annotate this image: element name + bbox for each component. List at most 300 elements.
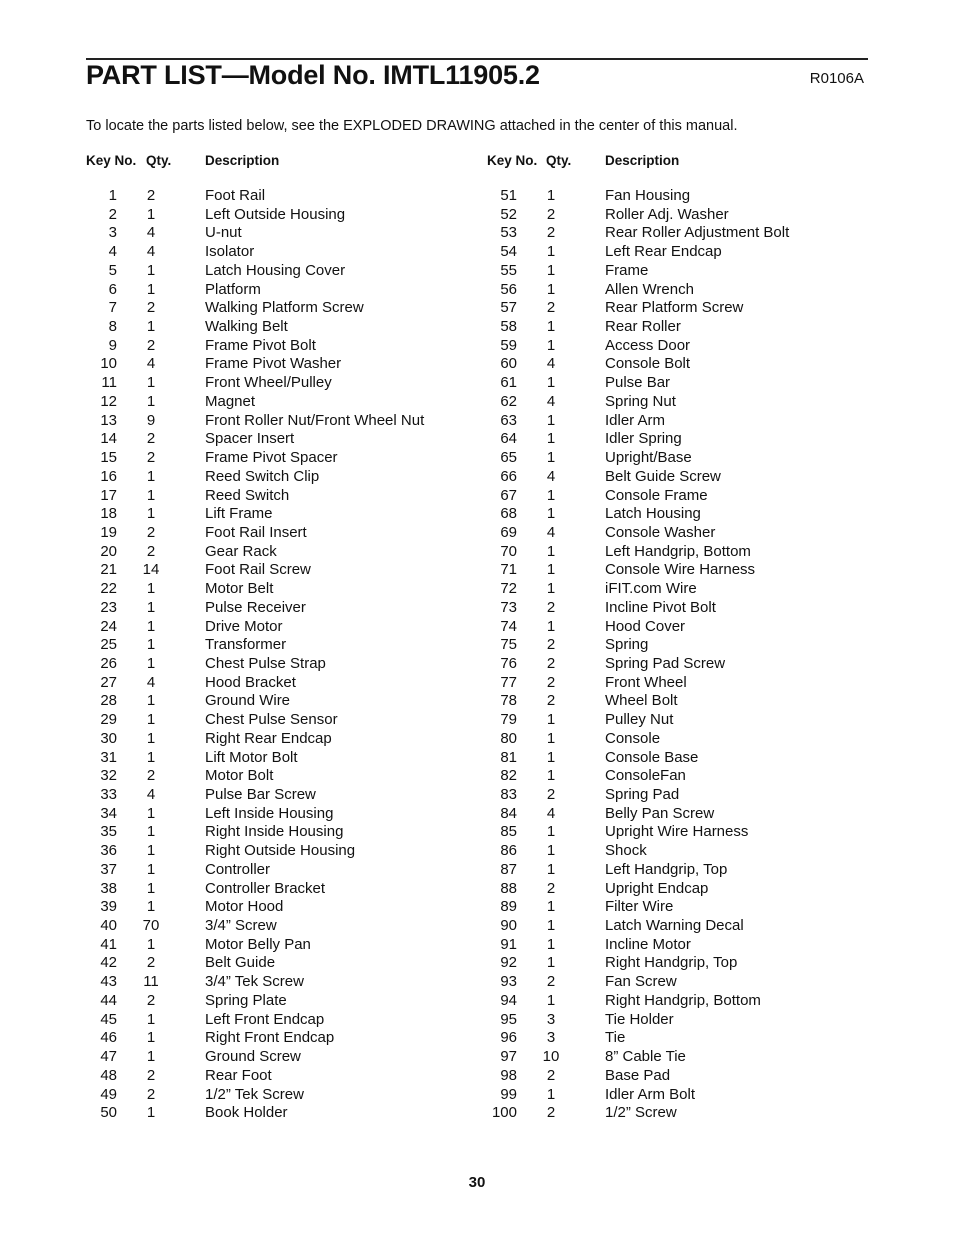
part-description: Idler Arm Bolt	[605, 1085, 696, 1103]
part-key-number: 9	[108, 336, 117, 354]
part-quantity: 2	[546, 205, 556, 223]
part-description: Book Holder	[205, 1104, 288, 1122]
part-description: Filter Wire	[605, 898, 674, 916]
part-key-number: 69	[500, 523, 517, 541]
part-description: Frame Pivot Bolt	[205, 336, 316, 354]
part-key-number: 85	[500, 823, 517, 841]
part-quantity: 4	[546, 392, 556, 410]
part-key-number: 30	[100, 729, 117, 747]
part-quantity: 1	[546, 1085, 556, 1103]
part-description: Spring Pad Screw	[605, 654, 726, 672]
part-description: ConsoleFan	[605, 767, 686, 785]
part-description: Reed Switch	[205, 486, 290, 504]
part-key-number: 86	[500, 842, 517, 860]
part-description: Roller Adj. Washer	[605, 205, 729, 223]
part-key-number: 1	[108, 187, 117, 204]
part-description: Hood Bracket	[205, 673, 296, 691]
part-description: Upright Endcap	[605, 879, 709, 897]
part-key-number: 61	[500, 374, 517, 392]
part-quantity: 10	[542, 1048, 560, 1066]
part-quantity: 2	[546, 654, 556, 672]
part-key-number: 100	[491, 1104, 517, 1122]
part-description: 3/4” Screw	[205, 917, 277, 935]
part-description: 3/4” Tek Screw	[205, 973, 304, 991]
part-key-number: 41	[100, 935, 117, 953]
part-quantity: 2	[546, 1104, 556, 1122]
part-key-number: 31	[100, 748, 117, 766]
part-description: Frame Pivot Washer	[205, 355, 342, 373]
part-quantity: 1	[146, 1029, 156, 1047]
part-description: Foot Rail	[205, 187, 266, 204]
part-description: iFIT.com Wire	[605, 580, 697, 598]
part-key-number: 14	[100, 430, 117, 448]
part-key-number: 83	[500, 786, 517, 803]
part-key-number: 87	[500, 860, 517, 878]
part-description: Console Frame	[605, 486, 708, 504]
part-quantity: 1	[546, 898, 556, 916]
part-quantity: 1	[146, 374, 156, 392]
part-quantity: 2	[546, 224, 556, 242]
part-quantity: 1	[146, 654, 156, 672]
page-number: 30	[468, 1174, 486, 1191]
part-key-number: 63	[500, 411, 517, 429]
part-key-number: 58	[500, 318, 517, 336]
part-description: Gear Rack	[205, 542, 277, 560]
part-quantity: 1	[146, 392, 156, 410]
part-key-number: 51	[500, 187, 517, 204]
part-key-number: 34	[100, 804, 117, 822]
left-header-description: Description	[205, 153, 280, 168]
part-key-number: 45	[100, 1010, 117, 1028]
part-quantity: 1	[546, 860, 556, 878]
part-quantity: 1	[146, 692, 156, 710]
part-key-number: 39	[100, 898, 117, 916]
part-key-number: 24	[100, 617, 117, 635]
part-description: Motor Hood	[205, 898, 284, 916]
part-description: Left Rear Endcap	[605, 243, 722, 261]
part-quantity: 1	[546, 187, 556, 204]
part-quantity: 2	[146, 1066, 156, 1084]
part-quantity: 2	[146, 1085, 156, 1103]
part-description: Motor Belt	[205, 580, 274, 598]
part-key-number: 94	[500, 991, 517, 1009]
part-key-number: 82	[500, 767, 517, 785]
part-key-number: 37	[100, 860, 117, 878]
part-description: Latch Housing	[605, 505, 701, 523]
part-key-number: 49	[100, 1085, 117, 1103]
part-quantity: 2	[546, 598, 556, 616]
part-description: Frame Pivot Spacer	[205, 449, 338, 467]
part-quantity: 1	[546, 318, 556, 336]
part-key-number: 78	[500, 692, 517, 710]
part-description: Platform	[205, 280, 261, 298]
part-description: Front Roller Nut/Front Wheel Nut	[205, 411, 425, 429]
part-description: Tie Holder	[605, 1010, 674, 1028]
part-key-number: 12	[100, 392, 117, 410]
part-description: Walking Platform Screw	[205, 299, 364, 317]
part-key-number: 62	[500, 392, 517, 410]
part-quantity: 1	[146, 879, 156, 897]
part-quantity: 4	[146, 673, 156, 691]
part-key-number: 70	[500, 542, 517, 560]
part-key-number: 73	[500, 598, 517, 616]
part-description: Console	[605, 729, 661, 747]
part-description: Left Outside Housing	[205, 205, 346, 223]
part-description: Reed Switch Clip	[205, 467, 320, 485]
part-description: Chest Pulse Sensor	[205, 711, 338, 729]
part-quantity: 2	[546, 973, 556, 991]
part-quantity: 2	[146, 299, 156, 317]
part-description: Transformer	[205, 636, 287, 654]
part-key-number: 32	[100, 767, 117, 785]
part-description: Shock	[605, 842, 647, 860]
part-key-number: 7	[108, 299, 117, 317]
part-key-number: 29	[100, 711, 117, 729]
part-description: Belly Pan Screw	[605, 804, 715, 822]
part-key-number: 53	[500, 224, 517, 242]
part-description: Rear Roller Adjustment Bolt	[605, 224, 790, 242]
right-header-key: Key No.	[487, 153, 538, 168]
part-quantity: 1	[146, 617, 156, 635]
part-quantity: 4	[146, 355, 156, 373]
part-quantity: 1	[546, 823, 556, 841]
part-quantity: 1	[546, 991, 556, 1009]
part-description: Rear Foot	[205, 1066, 272, 1084]
part-description: Right Handgrip, Top	[605, 954, 738, 972]
part-quantity: 2	[546, 786, 556, 803]
part-key-number: 96	[500, 1029, 517, 1047]
part-quantity: 1	[546, 617, 556, 635]
document-code: R0106A	[809, 70, 864, 87]
part-quantity: 1	[546, 411, 556, 429]
part-quantity: 1	[146, 711, 156, 729]
part-description: Pulse Bar Screw	[205, 786, 316, 803]
part-description: Left Handgrip, Top	[605, 860, 728, 878]
intro-text: To locate the parts listed below, see the EXPLODED DRAWING attached in the center of this manual.	[86, 118, 738, 134]
part-description: Chest Pulse Strap	[205, 654, 326, 672]
right-header-qty: Qty.	[546, 153, 572, 168]
part-key-number: 54	[500, 243, 517, 261]
part-description: Right Inside Housing	[205, 823, 344, 841]
part-key-number: 71	[500, 561, 517, 579]
part-quantity: 1	[546, 542, 556, 560]
part-description: Idler Arm	[605, 411, 666, 429]
part-quantity: 4	[146, 786, 156, 803]
part-description: 8” Cable Tie	[605, 1048, 686, 1066]
part-key-number: 77	[500, 673, 517, 691]
part-description: Controller Bracket	[205, 879, 326, 897]
part-quantity: 1	[146, 505, 156, 523]
part-key-number: 57	[500, 299, 517, 317]
part-description: Access Door	[605, 336, 691, 354]
part-key-number: 95	[500, 1010, 517, 1028]
part-quantity: 1	[546, 336, 556, 354]
part-quantity: 2	[546, 636, 556, 654]
right-header-description: Description	[605, 153, 680, 168]
part-quantity: 2	[146, 542, 156, 560]
part-key-number: 90	[500, 917, 517, 935]
part-description: Isolator	[205, 243, 255, 261]
part-key-number: 3	[108, 224, 117, 242]
part-quantity: 1	[546, 505, 556, 523]
left-header-qty: Qty.	[146, 153, 172, 168]
part-quantity: 1	[146, 1048, 156, 1066]
part-quantity: 4	[146, 224, 156, 242]
part-quantity: 3	[546, 1010, 556, 1028]
part-quantity: 1	[546, 842, 556, 860]
part-description: Allen Wrench	[605, 280, 694, 298]
part-key-number: 65	[500, 449, 517, 467]
part-description: Spring	[605, 636, 649, 654]
part-quantity: 2	[546, 692, 556, 710]
part-quantity: 1	[546, 935, 556, 953]
part-description: Magnet	[205, 392, 256, 410]
part-description: Pulse Receiver	[205, 598, 306, 616]
part-description: Spring Plate	[205, 991, 287, 1009]
part-description: Pulse Bar	[605, 374, 671, 392]
part-description: Latch Housing Cover	[205, 261, 346, 279]
part-description: Front Wheel/Pulley	[205, 374, 332, 392]
part-description: Ground Screw	[205, 1048, 301, 1066]
part-quantity: 1	[546, 280, 556, 298]
part-key-number: 22	[100, 580, 117, 598]
part-quantity: 1	[146, 1010, 156, 1028]
part-key-number: 84	[500, 804, 517, 822]
part-quantity: 1	[146, 935, 156, 953]
part-description: Pulley Nut	[605, 711, 674, 729]
part-key-number: 46	[100, 1029, 117, 1047]
part-quantity: 3	[546, 1029, 556, 1047]
part-quantity: 1	[146, 318, 156, 336]
part-key-number: 10	[100, 355, 117, 373]
part-quantity: 4	[546, 467, 556, 485]
part-description: Foot Rail Insert	[205, 523, 307, 541]
part-quantity: 1	[546, 374, 556, 392]
part-key-number: 79	[500, 711, 517, 729]
part-key-number: 50	[100, 1104, 117, 1122]
part-description: Walking Belt	[205, 318, 288, 336]
part-description: Left Handgrip, Bottom	[605, 542, 751, 560]
part-quantity: 2	[546, 879, 556, 897]
part-quantity: 1	[546, 449, 556, 467]
part-key-number: 60	[500, 355, 517, 373]
part-quantity: 4	[546, 804, 556, 822]
part-description: Console Wire Harness	[605, 561, 756, 579]
part-key-number: 2	[108, 205, 117, 223]
part-key-number: 11	[101, 374, 117, 392]
part-quantity: 2	[546, 673, 556, 691]
part-quantity: 2	[146, 954, 156, 972]
part-description: Right Handgrip, Bottom	[605, 991, 761, 1009]
part-key-number: 4	[108, 243, 117, 261]
part-key-number: 16	[100, 467, 117, 485]
part-description: 1/2” Screw	[605, 1104, 677, 1122]
part-description: Base Pad	[605, 1066, 671, 1084]
part-quantity: 1	[146, 580, 156, 598]
part-quantity: 1	[546, 711, 556, 729]
part-quantity: 1	[546, 486, 556, 504]
part-key-number: 33	[100, 786, 117, 803]
part-quantity: 1	[146, 205, 156, 223]
part-description: U-nut	[205, 224, 242, 242]
part-quantity: 1	[546, 243, 556, 261]
part-quantity: 4	[146, 243, 156, 261]
part-quantity: 1	[546, 729, 556, 747]
part-description: Lift Frame	[205, 505, 273, 523]
part-key-number: 43	[100, 973, 117, 991]
part-description: 1/2” Tek Screw	[205, 1085, 304, 1103]
part-key-number: 80	[500, 729, 517, 747]
part-quantity: 1	[546, 580, 556, 598]
part-description: Lift Motor Bolt	[205, 748, 298, 766]
part-description: Controller	[205, 860, 271, 878]
part-quantity: 14	[142, 561, 160, 579]
part-quantity: 1	[546, 430, 556, 448]
part-quantity: 1	[546, 748, 556, 766]
part-quantity: 2	[546, 1066, 556, 1084]
part-quantity: 1	[146, 729, 156, 747]
part-quantity: 2	[546, 299, 556, 317]
part-description: Fan Screw	[605, 973, 677, 991]
part-quantity: 1	[546, 767, 556, 785]
part-description: Spring Nut	[605, 392, 676, 410]
part-description: Belt Guide	[205, 954, 276, 972]
part-key-number: 64	[500, 430, 517, 448]
part-quantity: 1	[146, 636, 156, 654]
part-key-number: 92	[500, 954, 517, 972]
part-description: Wheel Bolt	[605, 692, 678, 710]
part-description: Incline Motor	[605, 935, 691, 953]
part-key-number: 52	[500, 205, 517, 223]
part-key-number: 47	[100, 1048, 117, 1066]
left-header-key: Key No.	[86, 153, 137, 168]
part-key-number: 6	[108, 280, 117, 298]
part-key-number: 19	[100, 523, 117, 541]
part-description: Rear Platform Screw	[605, 299, 744, 317]
part-key-number: 48	[100, 1066, 117, 1084]
part-key-number: 23	[100, 598, 117, 616]
part-key-number: 75	[500, 636, 517, 654]
part-description: Front Wheel	[605, 673, 687, 691]
part-description: Ground Wire	[205, 692, 291, 710]
part-description: Belt Guide Screw	[605, 467, 721, 485]
part-key-number: 13	[100, 411, 117, 429]
part-description: Drive Motor	[205, 617, 283, 635]
part-quantity: 2	[146, 767, 156, 785]
part-quantity: 2	[146, 449, 156, 467]
part-quantity: 1	[146, 467, 156, 485]
part-quantity: 1	[146, 280, 156, 298]
part-quantity: 9	[146, 411, 156, 429]
part-quantity: 4	[546, 523, 556, 541]
part-description: Console Base	[605, 748, 699, 766]
part-key-number: 36	[100, 842, 117, 860]
part-key-number: 44	[100, 991, 117, 1009]
part-description: Upright/Base	[605, 449, 692, 467]
part-key-number: 93	[500, 973, 517, 991]
part-key-number: 35	[100, 823, 117, 841]
part-description: Right Front Endcap	[205, 1029, 335, 1047]
part-quantity: 1	[546, 954, 556, 972]
part-key-number: 38	[100, 879, 117, 897]
part-key-number: 55	[500, 261, 517, 279]
part-quantity: 2	[146, 430, 156, 448]
part-quantity: 1	[146, 1104, 156, 1122]
part-description: Upright Wire Harness	[605, 823, 749, 841]
part-description: Console Washer	[605, 523, 716, 541]
part-key-number: 81	[500, 748, 517, 766]
part-description: Foot Rail Screw	[205, 561, 311, 579]
part-description: Fan Housing	[605, 187, 691, 204]
part-key-number: 8	[108, 318, 117, 336]
part-description: Right Rear Endcap	[205, 729, 332, 747]
part-key-number: 18	[100, 505, 117, 523]
part-quantity: 11	[143, 973, 159, 991]
part-key-number: 59	[500, 336, 517, 354]
part-description: Right Outside Housing	[205, 842, 356, 860]
part-key-number: 20	[100, 542, 117, 560]
part-description: Left Front Endcap	[205, 1010, 325, 1028]
part-key-number: 42	[100, 954, 117, 972]
part-description: Frame	[605, 261, 649, 279]
part-key-number: 15	[100, 449, 117, 467]
part-description: Tie	[605, 1029, 626, 1047]
part-description: Rear Roller	[605, 318, 681, 336]
part-key-number: 67	[500, 486, 517, 504]
part-description: Console Bolt	[605, 355, 691, 373]
part-quantity: 1	[546, 261, 556, 279]
part-quantity: 1	[146, 486, 156, 504]
part-quantity: 1	[146, 804, 156, 822]
part-key-number: 17	[100, 486, 117, 504]
part-description: Idler Spring	[605, 430, 682, 448]
part-quantity: 1	[546, 917, 556, 935]
part-description: Left Inside Housing	[205, 804, 334, 822]
part-quantity: 2	[146, 187, 156, 204]
part-key-number: 91	[500, 935, 517, 953]
part-quantity: 4	[546, 355, 556, 373]
part-key-number: 89	[500, 898, 517, 916]
part-key-number: 68	[500, 505, 517, 523]
part-description: Spacer Insert	[205, 430, 295, 448]
part-key-number: 56	[500, 280, 517, 298]
part-description: Spring Pad	[605, 786, 680, 803]
part-quantity: 1	[146, 860, 156, 878]
part-quantity: 1	[546, 561, 556, 579]
part-key-number: 5	[108, 261, 117, 279]
part-key-number: 27	[100, 673, 117, 691]
part-quantity: 1	[146, 748, 156, 766]
part-key-number: 99	[500, 1085, 517, 1103]
part-key-number: 40	[100, 917, 117, 935]
part-key-number: 28	[100, 692, 117, 710]
part-quantity: 2	[146, 336, 156, 354]
part-description: Motor Belly Pan	[205, 935, 311, 953]
part-quantity: 1	[146, 261, 156, 279]
part-quantity: 1	[146, 598, 156, 616]
part-key-number: 26	[100, 654, 117, 672]
part-key-number: 97	[500, 1048, 517, 1066]
part-quantity: 2	[146, 991, 156, 1009]
page-title: PART LIST—Model No. IMTL11905.2	[86, 60, 540, 90]
part-quantity: 1	[146, 823, 156, 841]
part-quantity: 2	[146, 523, 156, 541]
part-quantity: 1	[146, 842, 156, 860]
part-key-number: 98	[500, 1066, 517, 1084]
part-description: Motor Bolt	[205, 767, 274, 785]
part-description: Incline Pivot Bolt	[605, 598, 716, 616]
part-key-number: 72	[500, 580, 517, 598]
